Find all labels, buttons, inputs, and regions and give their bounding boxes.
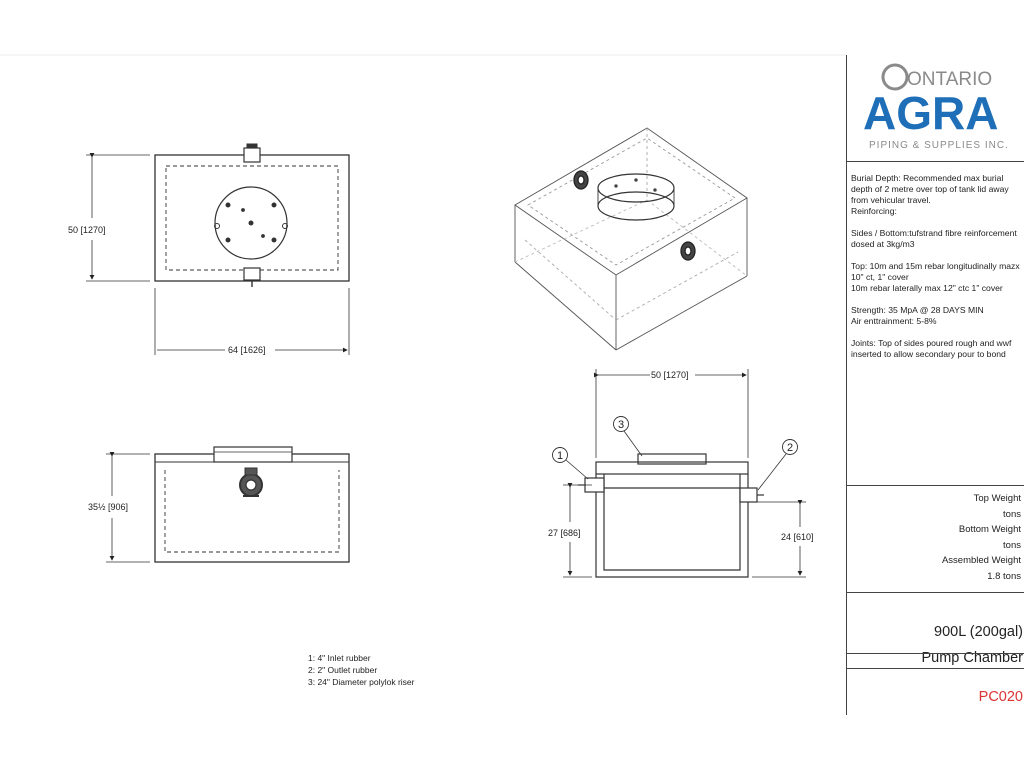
callout-3 [614, 417, 629, 432]
parts-legend [308, 653, 415, 687]
divider [847, 592, 1024, 593]
dim-section-right-height: 24 [610] [781, 532, 814, 542]
callout-1 [553, 448, 568, 463]
title-block [846, 55, 1024, 715]
divider [847, 653, 1024, 654]
product-code: PC020 [978, 689, 1023, 705]
dim-top-width: 64 [1626] [228, 345, 266, 355]
front-view [155, 447, 349, 562]
dim-section-width: 50 [1270] [651, 370, 689, 380]
top-weight-value: tons [1003, 508, 1021, 520]
legend-item-3: 3: 24" Diameter polylok riser [308, 677, 415, 687]
callout-3-label: 3 [617, 419, 625, 431]
callout-2 [783, 440, 798, 455]
section-view [578, 454, 764, 577]
spec-notes [851, 173, 1024, 371]
bottom-weight-value: tons [1003, 539, 1021, 551]
top-weight-label: Top Weight [973, 493, 1021, 504]
divider [847, 485, 1024, 486]
logo-agra: AGRA [863, 87, 999, 139]
isometric-view [515, 128, 747, 350]
company-logo [847, 55, 1024, 160]
note-burial: Burial Depth: Recommended max burial depth of 2 metre over top of tank lid away from vehicular travel. Reinforcing: [851, 173, 1009, 216]
divider [847, 668, 1024, 669]
dim-section-left-height: 27 [686] [548, 528, 581, 538]
note-sides: Sides / Bottom:tufstrand fibre reinforcement dosed at 3kg/m3 [851, 228, 1017, 249]
section-dimensions [563, 369, 806, 577]
callout-1-label: 1 [556, 450, 564, 462]
logo-ontario: ONTARIO [907, 69, 993, 90]
weights-table [851, 491, 1021, 584]
top-view [155, 144, 349, 287]
logo-subtitle: PIPING & SUPPLIES INC. [869, 140, 1009, 151]
dim-top-height: 50 [1270] [68, 225, 106, 235]
callout-2-label: 2 [786, 442, 794, 454]
legend-item-1: 1: 4" Inlet rubber [308, 653, 371, 663]
product-name: Pump Chamber [921, 650, 1023, 666]
note-joints: Joints: Top of sides poured rough and wwf inserted to allow secondary pour to bond [851, 338, 1012, 359]
assembled-weight-label: Assembled Weight [941, 555, 1021, 566]
product-capacity: 900L (200gal) [934, 624, 1023, 640]
top-view-dimensions [86, 155, 349, 355]
legend-item-2: 2: 2" Outlet rubber [308, 665, 378, 675]
note-strength: Strength: 35 MpA @ 28 DAYS MIN Air enttrainment: 5-8% [851, 305, 984, 326]
assembled-weight-value: 1.8 tons [987, 570, 1021, 582]
note-top: Top: 10m and 15m rebar longitudinally mazx 10" ct, 1" cover 10m rebar laterally max 12" ctc 1" cover [851, 261, 1020, 293]
divider [847, 161, 1024, 162]
bottom-weight-label: Bottom Weight [958, 524, 1021, 535]
dim-front-height: 35½ [906] [88, 502, 129, 512]
